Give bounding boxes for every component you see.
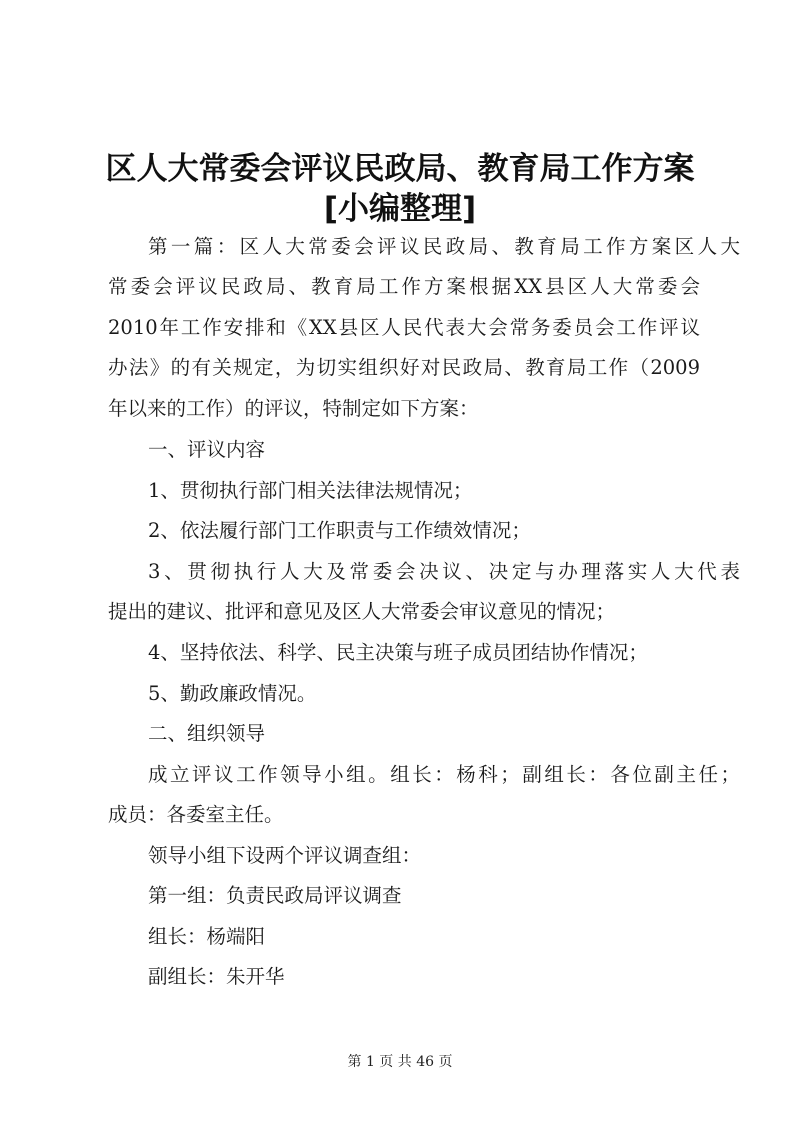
paragraph-line: 第一篇：区人大常委会评议民政局、教育局工作方案区人大: [148, 235, 740, 258]
list-item: 1、贯彻执行部门相关法律法规情况；: [148, 479, 473, 502]
paragraph-line: 常委会评议民政局、教育局工作方案根据XX县区人大常委会: [108, 275, 700, 298]
document-title-line1: 区人大常委会评议民政局、教育局工作方案: [105, 151, 695, 187]
paragraph-line: 办法》的有关规定，为切实组织好对民政局、教育局工作（2009: [108, 356, 700, 379]
document-title-line2: [小编整理]: [323, 191, 477, 227]
paragraph-line: 2010年工作安排和《XX县区人民代表大会常务委员会工作评议: [108, 316, 700, 339]
section-heading: 一、评议内容: [148, 438, 266, 461]
page-footer: 第 1 页 共 46 页: [347, 1054, 453, 1070]
list-item: 3、贯彻执行人大及常委会决议、决定与办理落实人大代表: [148, 560, 740, 583]
list-item: 2、依法履行部门工作职责与工作绩效情况；: [148, 519, 531, 542]
paragraph-line: 年以来的工作）的评议，特制定如下方案：: [108, 397, 479, 420]
paragraph-line: 成员：各委室主任。: [108, 803, 284, 826]
section-heading: 二、组织领导: [148, 722, 266, 745]
paragraph-line: 成立评议工作领导小组。组长：杨科；副组长：各位副主任；: [148, 763, 740, 786]
paragraph-line: 组长：杨端阳: [148, 925, 266, 948]
list-item: 4、坚持依法、科学、民主决策与班子成员团结协作情况；: [148, 641, 648, 664]
paragraph-line: 副组长：朱开华: [148, 965, 285, 988]
list-item-continued: 提出的建议、批评和意见及区人大常委会审议意见的情况；: [108, 600, 616, 623]
paragraph-line: 第一组：负责民政局评议调查: [148, 884, 402, 907]
list-item: 5、勤政廉政情况。: [148, 682, 317, 705]
paragraph-line: 领导小组下设两个评议调查组：: [148, 844, 422, 867]
